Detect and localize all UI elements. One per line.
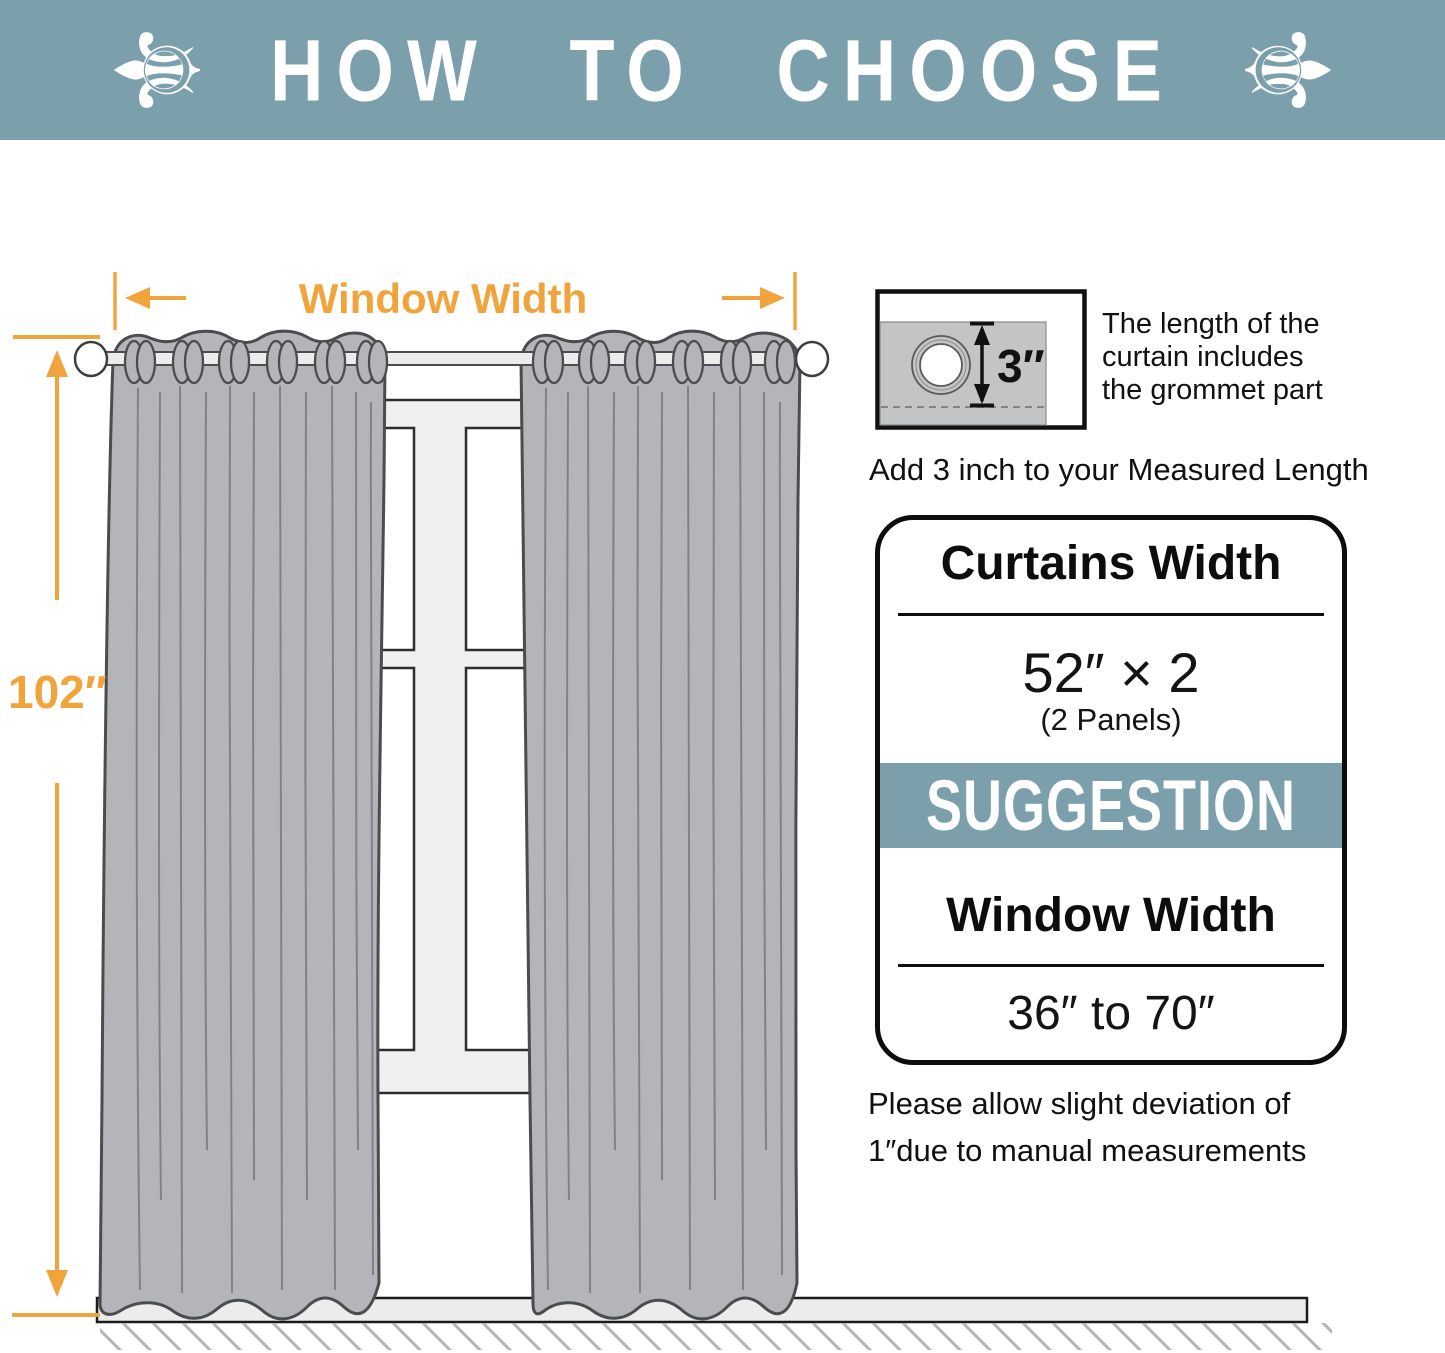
grommet-caption-line: The length of the <box>1102 308 1320 340</box>
grommet-detail-figure <box>875 289 1087 430</box>
suggestion-band-label: SUGGESTION <box>925 765 1297 846</box>
divider <box>898 613 1323 616</box>
deviation-footnote <box>868 1080 1306 1174</box>
size-suggestion-box <box>875 515 1347 1065</box>
curtains-width-value: 52″ × 2 <box>1022 641 1200 704</box>
grommet-caption-line: curtain includes <box>1102 341 1304 373</box>
window-width-title: Window Width <box>946 889 1276 942</box>
grommet-instruction: Add 3 inch to your Measured Length <box>869 452 1369 487</box>
divider <box>898 964 1323 967</box>
window-width-label: Window Width <box>298 275 588 322</box>
floor-hatching <box>100 1323 1332 1350</box>
curtain-length-label: 102″ <box>8 666 107 718</box>
grommet-caption <box>1102 308 1323 407</box>
panels-note: (2 Panels) <box>1040 702 1182 737</box>
deviation-footnote-line: 1″due to manual measurements <box>868 1133 1307 1168</box>
page-title: HOW TO CHOOSE <box>269 21 1176 119</box>
rod-finial-left <box>75 342 107 376</box>
curtain-panel-right <box>521 331 800 1319</box>
fleur-de-lis-icon: ⚜ <box>1216 17 1355 123</box>
suggestion-band <box>880 763 1342 848</box>
window-width-value: 36″ to 70″ <box>1007 987 1215 1040</box>
fleur-de-lis-icon: ⚜ <box>90 17 229 123</box>
deviation-footnote-line: Please allow slight deviation of <box>868 1086 1291 1121</box>
curtain-panel-left <box>100 331 385 1319</box>
grommet-ring <box>912 336 970 394</box>
rod-finial-right <box>796 342 828 376</box>
curtains-width-title: Curtains Width <box>940 537 1282 590</box>
grommet-caption-line: the grommet part <box>1102 374 1323 406</box>
grommet-size-label: 3″ <box>997 340 1045 392</box>
